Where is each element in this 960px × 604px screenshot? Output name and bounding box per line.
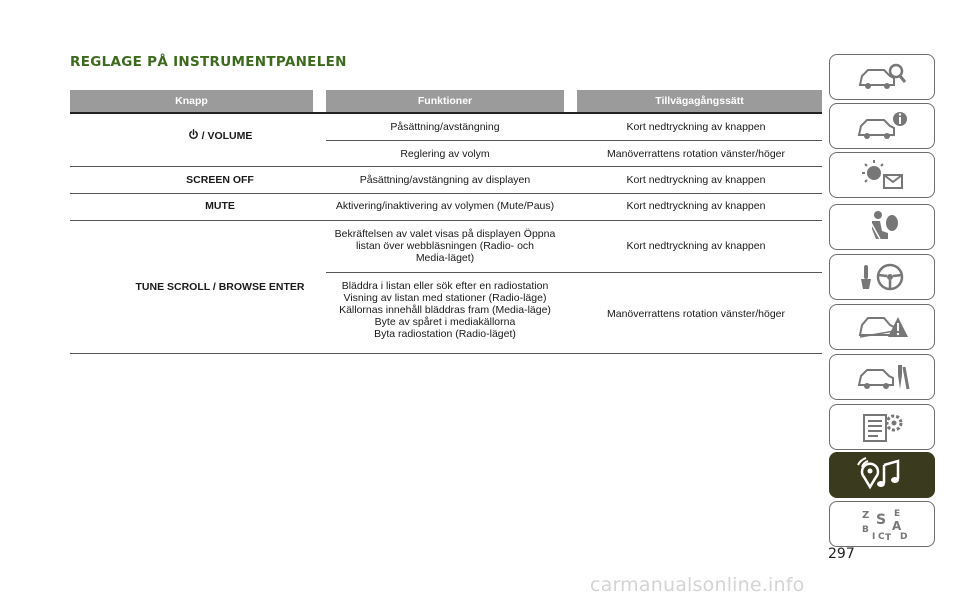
svg-text:I: I — [872, 532, 876, 542]
car-service-icon — [854, 359, 910, 395]
svg-text:E: E — [894, 509, 901, 519]
divider — [326, 140, 822, 141]
svg-text:C: C — [878, 532, 885, 542]
airbag-seat-icon — [854, 209, 910, 245]
chapter-tab-multimedia[interactable] — [829, 452, 935, 498]
car-search-icon — [854, 59, 910, 95]
divider — [70, 220, 822, 221]
header-button: Knapp — [70, 90, 313, 112]
chapter-tab-start-steering[interactable] — [829, 254, 935, 300]
chapter-tab-specifications[interactable] — [829, 404, 935, 450]
table-cell-button: MUTE — [205, 200, 235, 212]
power-icon — [188, 129, 199, 140]
page-number: 297 — [828, 546, 855, 562]
divider — [326, 272, 822, 273]
table-cell-method: Kort nedtryckning av knappen — [626, 240, 766, 252]
watermark: carmanualsonline.info — [590, 574, 805, 596]
svg-text:B: B — [862, 525, 869, 535]
warning-lights-icon — [854, 157, 910, 193]
table-cell-function: Reglering av volym — [400, 148, 490, 160]
svg-text:D: D — [900, 532, 908, 542]
controls-table — [70, 90, 822, 340]
chapter-tab-airbag-seat[interactable] — [829, 204, 935, 250]
divider — [70, 112, 822, 114]
table-cell-method: Kort nedtryckning av knappen — [626, 200, 766, 212]
table-cell-method: Manöverrattens rotation vänster/höger — [606, 308, 785, 320]
svg-text:A: A — [892, 519, 902, 533]
table-cell-method: Kort nedtryckning av knappen — [626, 121, 766, 133]
table-cell-function: Påsättning/avstängning av displayen — [359, 174, 531, 186]
table-cell-button: SCREEN OFF — [186, 174, 254, 186]
section-title: REGLAGE PÅ INSTRUMENTPANELEN — [70, 54, 347, 70]
chapter-tab-car-warning[interactable] — [829, 304, 935, 350]
multimedia-icon — [854, 457, 910, 493]
chapter-tab-warning-lights[interactable] — [829, 152, 935, 198]
table-cell-function: Påsättning/avstängning — [390, 121, 500, 133]
chapter-tab-car-search[interactable] — [829, 54, 935, 100]
header-functions: Funktioner — [326, 90, 564, 112]
svg-text:T: T — [885, 533, 892, 542]
svg-text:Z: Z — [862, 510, 870, 521]
specs-gear-icon — [854, 409, 910, 445]
chapter-tab-car-info[interactable] — [829, 103, 935, 149]
table-cell-function: Bekräftelsen av valet visas på displayen Öppna listan över webbläsningen (Radio- och Media-läget) — [334, 228, 556, 264]
table-cell-button: / VOLUME — [70, 128, 370, 142]
table-cell-function: Aktivering/inaktivering av volymen (Mute/Paus) — [335, 200, 555, 212]
table-header — [70, 90, 822, 112]
svg-text:S: S — [876, 512, 887, 528]
header-method: Tillvägagångssätt — [577, 90, 822, 112]
table-cell-function: Bläddra i listan eller sök efter en radiostation Visning av listan med stationer (Radio-läge) Källornas innehåll bläddras fram (Media-läge) Byte av spåret i mediakällorna Byta radiostation (Radio-läget) — [339, 280, 551, 340]
divider — [70, 166, 822, 167]
divider — [70, 193, 822, 194]
start-steering-icon — [854, 259, 910, 295]
car-info-icon — [854, 108, 910, 144]
index-letters-icon — [854, 506, 910, 542]
chapter-tab-index[interactable] — [829, 501, 935, 547]
table-cell-method: Kort nedtryckning av knappen — [626, 174, 766, 186]
car-warning-icon — [854, 309, 910, 345]
divider — [70, 353, 822, 354]
chapter-tab-car-service[interactable] — [829, 354, 935, 400]
table-cell-method: Manöverrattens rotation vänster/höger — [606, 148, 785, 160]
table-cell-button: TUNE SCROLL / BROWSE ENTER — [135, 281, 305, 293]
